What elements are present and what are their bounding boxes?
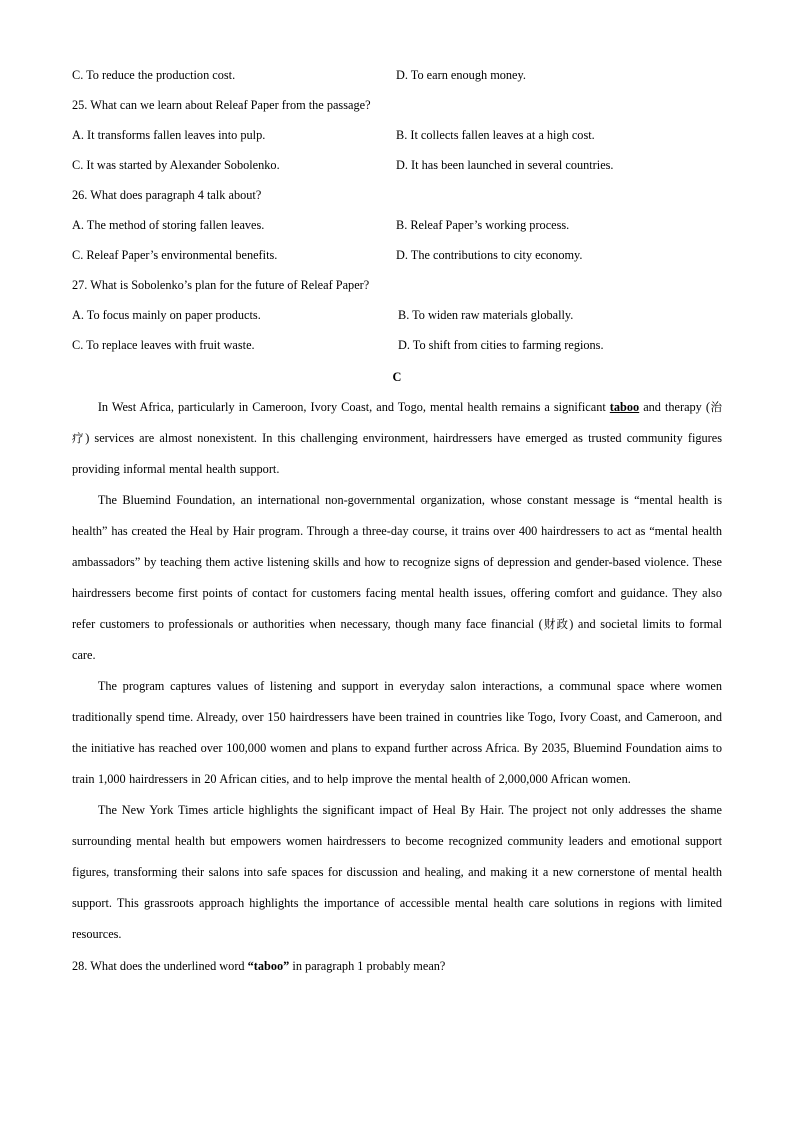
- option-a[interactable]: A. The method of storing fallen leaves.: [72, 218, 265, 232]
- option-d[interactable]: D. To earn enough money.: [396, 68, 526, 82]
- option-b[interactable]: B. It collects fallen leaves at a high cost.: [396, 128, 595, 142]
- option-row: [72, 150, 722, 180]
- paragraph-2-text-tail: ) and societal limits to formal care.: [72, 617, 723, 662]
- option-b[interactable]: B. Releaf Paper’s working process.: [396, 218, 570, 232]
- option-row: [72, 210, 722, 240]
- passage-paragraph-2: [72, 485, 722, 671]
- passage-paragraph-3: The program captures values of listening and support in everyday salon interactions, a communal space where women traditionally spend time. Already, over 150 hairdressers have been trained in countries like Togo, Ivory Coast, and Cameroon, and the initiative has reached over 100,000 women and plans to expand further across Africa. By 2035, Bluemind Foundation aims to train 1,000 hairdressers in 20 African cities, and to help improve the mental health of 2,000,000 African women.: [72, 679, 722, 786]
- option-a[interactable]: A. It transforms fallen leaves into pulp.: [72, 128, 266, 142]
- page-content: [72, 60, 722, 981]
- question-28-suffix: in paragraph 1 probably mean?: [289, 959, 446, 973]
- chinese-gloss-therapy: 治疗: [72, 400, 723, 445]
- option-row: [72, 60, 722, 90]
- option-c[interactable]: C. To replace leaves with fruit waste.: [72, 338, 255, 352]
- paragraph-1-text-before-term: In West Africa, particularly in Cameroon, Ivory Coast, and Togo, mental health remains a significant: [97, 400, 610, 414]
- passage-section-label: C: [392, 370, 402, 384]
- question-stem-26: 26. What does paragraph 4 talk about?: [72, 188, 262, 202]
- passage-paragraph-1: [72, 392, 722, 485]
- option-c[interactable]: C. Releaf Paper’s environmental benefits.: [72, 248, 278, 262]
- paragraph-1-text-after-term-a: and therapy (: [639, 400, 710, 414]
- question-28-prefix: 28. What does the underlined word: [72, 959, 248, 973]
- question-stem-28: [72, 951, 722, 981]
- question-stem-27: 27. What is Sobolenko’s plan for the future of Releaf Paper?: [72, 278, 370, 292]
- option-d[interactable]: D. The contributions to city economy.: [396, 248, 583, 262]
- question-28-term: “taboo”: [247, 959, 290, 973]
- option-d[interactable]: D. To shift from cities to farming regions.: [398, 338, 604, 352]
- option-row: [72, 240, 722, 270]
- option-row: [72, 300, 722, 330]
- option-c[interactable]: C. It was started by Alexander Sobolenko.: [72, 158, 280, 172]
- underlined-term-taboo: taboo: [609, 400, 640, 414]
- option-row: [72, 330, 722, 360]
- option-b[interactable]: B. To widen raw materials globally.: [398, 308, 574, 322]
- option-d[interactable]: D. It has been launched in several countries.: [396, 158, 614, 172]
- chinese-gloss-financial: 财政: [542, 617, 570, 631]
- passage-paragraph-4: The New York Times article highlights the significant impact of Heal By Hair. The project not only addresses the shame surrounding mental health but empowers women hairdressers to become recognized community leaders and emotional support figures, transforming their salons into safe spaces for discussion and healing, and making it a new cornerstone of mental health support. This grassroots approach highlights the importance of accessible mental health care solutions in regions with limited resources.: [72, 803, 722, 941]
- option-a[interactable]: A. To focus mainly on paper products.: [72, 308, 261, 322]
- question-stem-25: 25. What can we learn about Releaf Paper from the passage?: [72, 98, 371, 112]
- paragraph-1-text-after-term-b: ) services are almost nonexistent. In this challenging environment, hairdressers have emerged as trusted community figures providing informal mental health support.: [72, 431, 722, 476]
- option-row: [72, 120, 722, 150]
- paragraph-2-text: The Bluemind Foundation, an international non-governmental organization, whose constant message is “mental health is health” has created the Heal by Hair program. Through a three-day course, it trains over 400 hairdressers to act as “mental health ambassadors” by teaching them active listening skills and how to recognize signs of depression and gender-based violence. These hairdressers become first points of contact for customers facing mental health issues, offering comfort and guidance. They also refer customers to professionals or authorities when necessary, though many face financial (: [72, 493, 722, 631]
- option-c[interactable]: C. To reduce the production cost.: [72, 68, 236, 82]
